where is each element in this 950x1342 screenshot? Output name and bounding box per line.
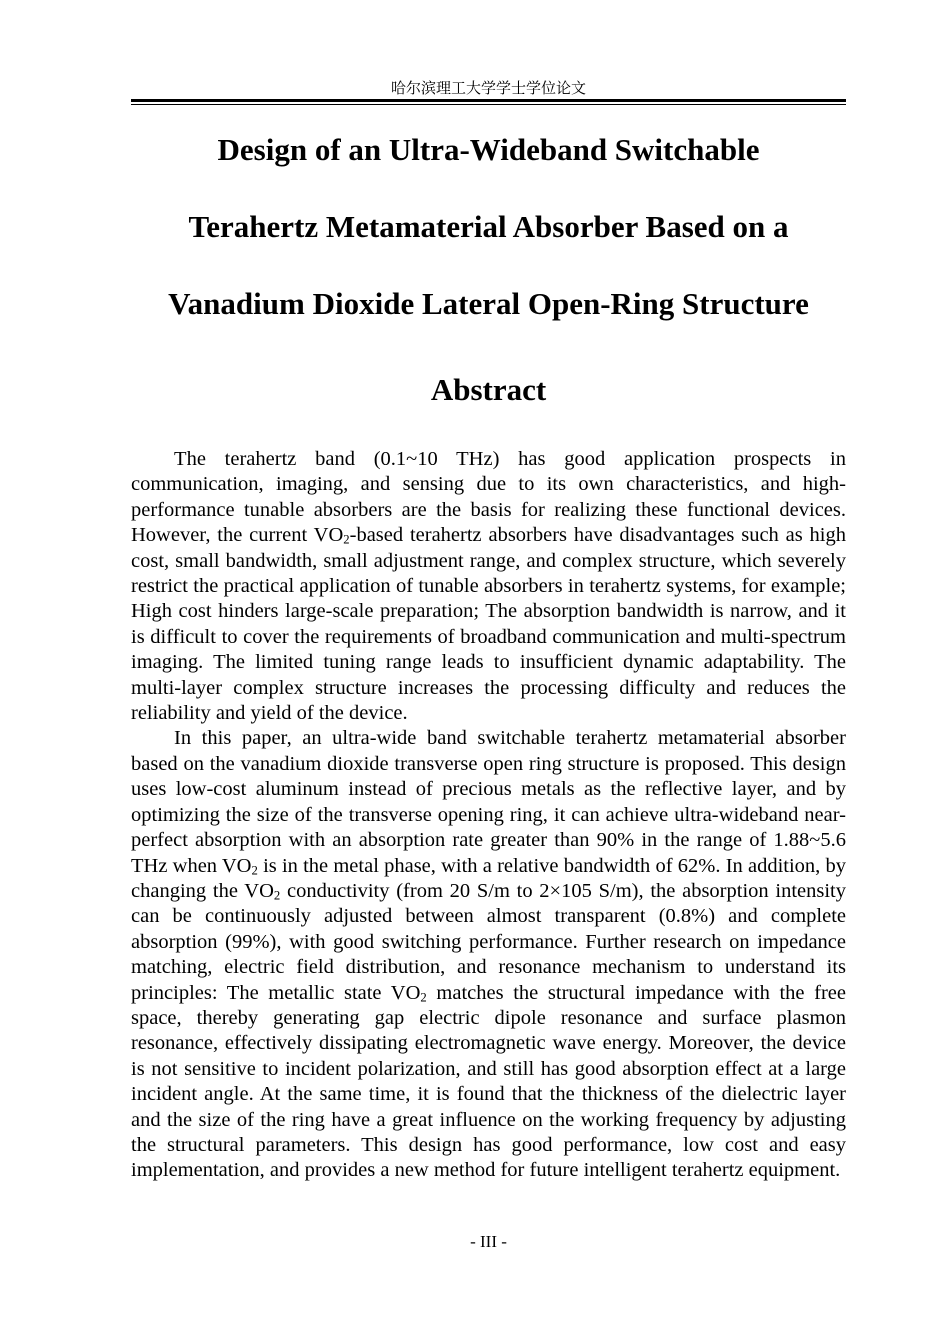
subscript-2: 2 [420, 990, 427, 1005]
subscript-2: 2 [343, 532, 350, 547]
running-header: 哈尔滨理工大学学士学位论文 [390, 79, 586, 97]
paragraph-2-text-c: conductivity (from 20 S/m to 2×105 S/m), the absorption intensity can be continuously adjusted between almost transparent (0.8%) and complete absorption (99%), with good switching performance. Further research on impedance matching, electric field distribution, and resonance mechanism to understand its principles: The metallic state VO [131, 879, 846, 1004]
paragraph-2-text-d: matches the structural impedance with the free space, thereby generating gap electric dipole resonance and surface plasmon resonance, effectively dissipating electromagnetic wave energy. Moreover, the device is not sensitive to incident polarization, and still has good absorption effect at a large incident angle. At the same time, it is found that the thickness of the dielectric layer and the size of the ring have a great influence on the working frequency by adjusting the structural parameters. This design has good performance, low cost and easy implementation, and provides a new method for future intelligent terahertz equipment. [131, 981, 846, 1182]
thesis-title [131, 128, 846, 359]
abstract-body [131, 447, 846, 1184]
abstract-paragraph-1 [131, 447, 846, 726]
header-rule-thin [131, 104, 846, 105]
title-line-1: Design of an Ultra-Wideband Switchable [217, 132, 760, 167]
abstract-heading: Abstract [430, 372, 547, 407]
subscript-2: 2 [273, 888, 281, 903]
page-number: - III - [470, 1232, 507, 1251]
paragraph-1-text-b: -based terahertz absorbers have disadvantages such as high cost, small bandwidth, small adjustment range, and complex structure, which severely restrict the practical application of tunable absorbers in terahertz systems, for example; High cost hinders large-scale preparation; The absorption bandwidth is narrow, and it is difficult to cover the requirements of broadband communication and multi-spectrum imaging. The limited tuning range leads to insufficient dynamic adaptability. The multi-layer complex structure increases the processing difficulty and reduces the reliability and yield of the device. [131, 524, 846, 725]
title-line-2: Terahertz Metamaterial Absorber Based on a [188, 209, 789, 244]
title-line-3: Vanadium Dioxide Lateral Open-Ring Structure [168, 286, 809, 321]
paragraph-2-text-a: In this paper, an ultra-wide band switchable terahertz metamaterial absorber based on the vanadium dioxide transverse open ring structure is proposed. This design uses low-cost aluminum instead of precious metals as the reflective layer, and by optimizing the size of the transverse opening ring, it can achieve ultra-wideband near-perfect absorption with an absorption rate greater than 90% in the range of 1.88~5.6 THz when VO [131, 727, 846, 877]
header-rule-thick [131, 99, 846, 102]
abstract-paragraph-2 [131, 726, 846, 1183]
paragraph-1-text-a: The terahertz band (0.1~10 THz) has good application prospects in communication, imaging, and sensing due to its own characteristics, and high-performance tunable absorbers are the basis for realizing these functional devices. However, the current VO [131, 448, 846, 547]
paragraph-2-text-b: is in the metal phase, with a relative bandwidth of 62%. In addition, by changing the VO [131, 854, 846, 902]
subscript-2: 2 [251, 863, 258, 878]
